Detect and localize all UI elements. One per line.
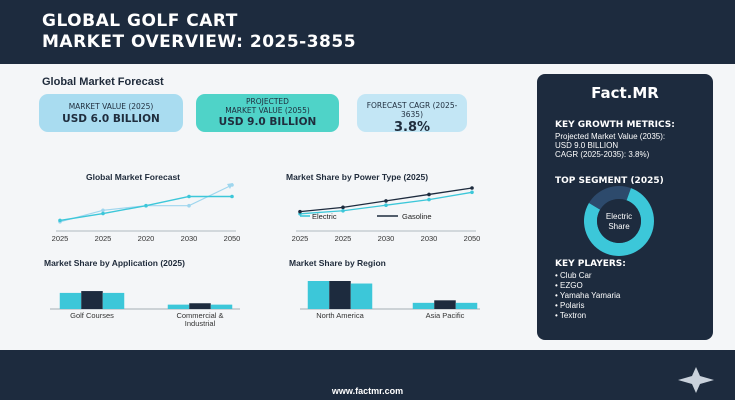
series-2-point	[58, 219, 62, 223]
series-2-point	[298, 210, 302, 214]
series-2-point	[187, 195, 191, 199]
kpi-label: MARKET VALUE (2025)	[68, 102, 154, 111]
bar	[434, 300, 456, 309]
bar	[456, 303, 478, 309]
page-title-line2: MARKET OVERVIEW: 2025-3855	[42, 32, 357, 52]
bar	[211, 305, 233, 309]
info-panel	[537, 74, 713, 340]
kpi-value: USD 9.0 BILLION	[218, 116, 317, 128]
series-2-point	[144, 204, 148, 208]
x-tick-label: 2050	[463, 234, 481, 243]
bar	[413, 303, 435, 309]
footer-bar	[0, 350, 735, 400]
bar	[168, 305, 190, 309]
electric-series-line	[300, 192, 472, 214]
factmr-logo: Fact.MR	[591, 84, 659, 102]
category-label: Asia Pacific	[425, 311, 465, 320]
series-2-point	[230, 195, 234, 199]
chart-title-application: Market Share by Application (2025)	[44, 258, 185, 268]
kpi-value: 3.8%	[393, 120, 431, 135]
forecast-section-title: Global Market Forecast	[42, 76, 164, 88]
series-1-point	[384, 203, 388, 207]
player-item: • EZGO	[555, 281, 583, 290]
page-title-line1: GLOBAL GOLF CART	[42, 11, 238, 31]
x-tick-label: 2030	[420, 234, 438, 243]
growth-line-3: CAGR (2025-2035): 3.8%)	[555, 150, 650, 159]
forecast-line-chart	[40, 180, 250, 245]
header-banner	[0, 0, 735, 64]
bar	[103, 293, 125, 309]
electric-legend-label: Electric	[312, 212, 337, 221]
donut-center-label-line2: Share	[608, 222, 630, 231]
key-players-title: KEY PLAYERS:	[555, 259, 626, 269]
chart-title-region: Market Share by Region	[289, 258, 386, 268]
series-1-point	[187, 204, 191, 208]
kpi-cagr	[357, 94, 467, 135]
region-bar-chart	[296, 266, 486, 330]
category-label: Golf Courses	[70, 311, 114, 320]
bar	[60, 293, 82, 309]
x-tick-label: 2030	[180, 234, 198, 243]
x-tick-label: 2025	[334, 234, 352, 243]
x-tick-label: 2025	[51, 234, 69, 243]
player-item: • Club Car	[555, 271, 592, 280]
top-segment-title: TOP SEGMENT (2025)	[555, 176, 664, 186]
kpi-projected-value	[196, 94, 339, 132]
donut-hole	[597, 199, 641, 243]
category-label: Industrial	[184, 319, 216, 328]
x-tick-label: 2020	[137, 234, 155, 243]
player-item: • Textron	[555, 311, 587, 320]
footer-url[interactable]: www.factmr.com	[331, 386, 404, 396]
growth-metrics-title: KEY GROWTH METRICS:	[555, 120, 675, 130]
series-1-point	[427, 198, 431, 202]
donut-center-label-line1: Electric	[605, 212, 633, 221]
bar	[308, 281, 330, 309]
category-label: Commercial &	[176, 311, 224, 320]
x-tick-label: 2025	[94, 234, 112, 243]
series-2-point	[384, 199, 388, 203]
bar	[81, 291, 103, 309]
kpi-value: USD 6.0 BILLION	[62, 113, 160, 125]
kpi-label: FORECAST CAGR (2025-3635)	[366, 101, 458, 119]
series-1-point	[470, 191, 474, 195]
top-segment-donut-chart	[571, 190, 671, 250]
kpi-label-line1: PROJECTED	[246, 97, 289, 106]
series-1-point	[341, 209, 345, 213]
x-tick-label: 2025	[291, 234, 309, 243]
x-tick-label: 2050	[223, 234, 241, 243]
bar	[351, 284, 373, 309]
chart-title-power-type: Market Share by Power Type (2025)	[286, 172, 429, 182]
growth-line-1: Projected Market Value (2035):	[555, 132, 666, 141]
application-bar-chart	[40, 266, 250, 330]
forecast-series-2-line	[60, 197, 232, 221]
series-2-point	[101, 212, 105, 216]
kpi-market-value	[39, 94, 183, 132]
sparkle-icon	[676, 367, 716, 393]
series-2-point	[427, 193, 431, 197]
kpi-label-line2: MARKET VALUE (2055)	[225, 106, 310, 115]
growth-line-2: USD 9.0 BILLION	[555, 141, 619, 150]
category-label: North America	[316, 311, 364, 320]
series-1-point	[101, 209, 105, 213]
chart-title-forecast: Global Market Forecast	[86, 172, 181, 182]
player-item: • Yamaha Yamaria	[555, 291, 621, 300]
bar	[329, 281, 351, 309]
series-2-point	[470, 186, 474, 190]
bar	[189, 303, 211, 309]
player-item: • Polaris	[555, 301, 585, 310]
series-2-point	[341, 206, 345, 210]
x-tick-label: 2030	[377, 234, 395, 243]
gasoline-legend-label: Gasoline	[402, 212, 432, 221]
power-type-line-chart	[282, 180, 482, 245]
